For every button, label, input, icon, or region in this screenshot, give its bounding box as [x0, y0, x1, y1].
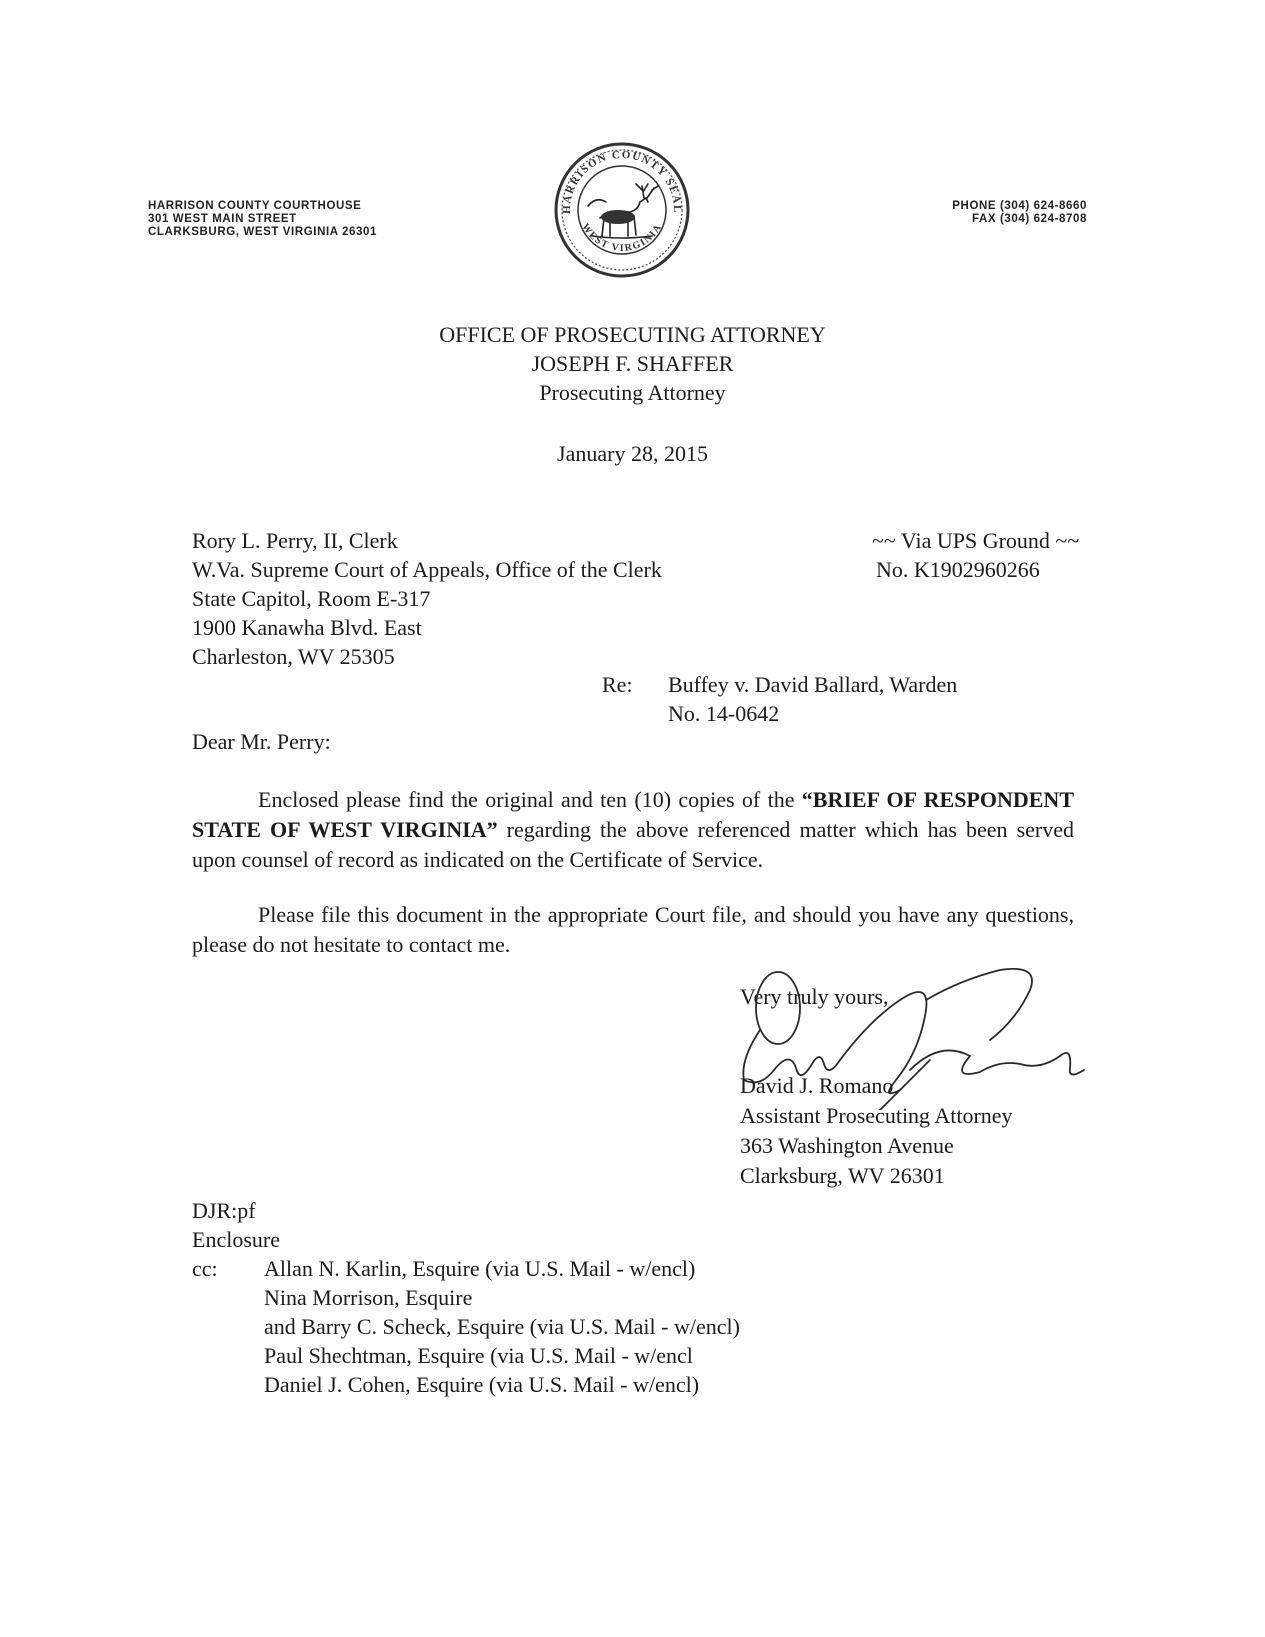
tracking-number: No. K1902960266 [876, 557, 1040, 582]
signer-block [740, 1071, 1013, 1191]
p1-text-before: Enclosed please find the original and ten (10) copies of the [258, 787, 802, 812]
office-heading [0, 320, 1265, 407]
letter-footer [192, 1196, 280, 1254]
svg-text:HARRISON COUNTY SEAL: HARRISON COUNTY SEAL [560, 148, 684, 215]
recipient-line: Charleston, WV 25305 [192, 644, 395, 669]
letterhead-contact [952, 200, 1087, 226]
fax-number: FAX (304) 624-8708 [971, 213, 1087, 225]
re-label: Re: [602, 672, 633, 697]
recipient-line: Rory L. Perry, II, Clerk [192, 528, 398, 553]
address-line: HARRISON COUNTY COURTHOUSE [148, 200, 362, 212]
delivery-method: ~~ Via UPS Ground ~~ [872, 528, 1080, 553]
signer-address: 363 Washington Avenue [740, 1133, 954, 1158]
svg-text:WEST VIRGINIA: WEST VIRGINIA [579, 221, 665, 255]
delivery-info [872, 526, 1079, 584]
cc-recipient: Nina Morrison, Esquire [264, 1285, 473, 1310]
case-name: Buffey v. David Ballard, Warden [668, 672, 958, 697]
signer-name: David J. Romano [740, 1073, 894, 1098]
letter-date: January 28, 2015 [557, 441, 708, 466]
brief-title: “BRIEF OF RESPONDENT STATE OF WEST VIRGINIA” [192, 787, 1074, 842]
recipient-line: W.Va. Supreme Court of Appeals, Office of the Clerk [192, 557, 662, 582]
cc-recipient: and Barry C. Scheck, Esquire (via U.S. Mail - w/encl) [264, 1314, 740, 1339]
signer-city: Clarksburg, WV 26301 [740, 1163, 945, 1188]
recipient-line: State Capitol, Room E-317 [192, 586, 431, 611]
salutation: Dear Mr. Perry: [192, 729, 331, 754]
recipient-address [192, 526, 662, 671]
enclosure-note: Enclosure [192, 1227, 280, 1252]
signer-title: Assistant Prosecuting Attorney [740, 1103, 1013, 1128]
cc-label: cc: [192, 1256, 218, 1281]
initials: DJR:pf [192, 1198, 256, 1223]
body-paragraph-2 [192, 900, 1074, 960]
closing: Very truly yours, [740, 984, 889, 1009]
attorney-name: JOSEPH F. SHAFFER [531, 351, 734, 376]
body-paragraph-1 [192, 785, 1074, 875]
address-line: CLARKSBURG, WEST VIRGINIA 26301 [148, 226, 378, 238]
attorney-title: Prosecuting Attorney [539, 380, 726, 405]
cc-recipient: Daniel J. Cohen, Esquire (via U.S. Mail - w/encl) [264, 1372, 700, 1397]
address-line: 301 WEST MAIN STREET [148, 213, 297, 225]
p1-text-after: regarding the above referenced matter which has been served upon counsel of record as indicated on the Certificate of Service. [192, 817, 1074, 872]
p2-text: Please file this document in the appropriate Court file, and should you have any questions, please do not hesitate to contact me. [192, 902, 1074, 957]
phone-number: PHONE (304) 624-8660 [952, 200, 1087, 212]
letterhead-address [148, 200, 377, 239]
recipient-line: 1900 Kanawha Blvd. East [192, 615, 422, 640]
case-number: No. 14-0642 [668, 701, 780, 726]
cc-recipient: Paul Shechtman, Esquire (via U.S. Mail - w/encl [264, 1343, 693, 1368]
cc-recipient: Allan N. Karlin, Esquire (via U.S. Mail - w/encl) [264, 1256, 696, 1281]
office-name: OFFICE OF PROSECUTING ATTORNEY [439, 322, 826, 347]
county-seal-icon [552, 140, 692, 280]
